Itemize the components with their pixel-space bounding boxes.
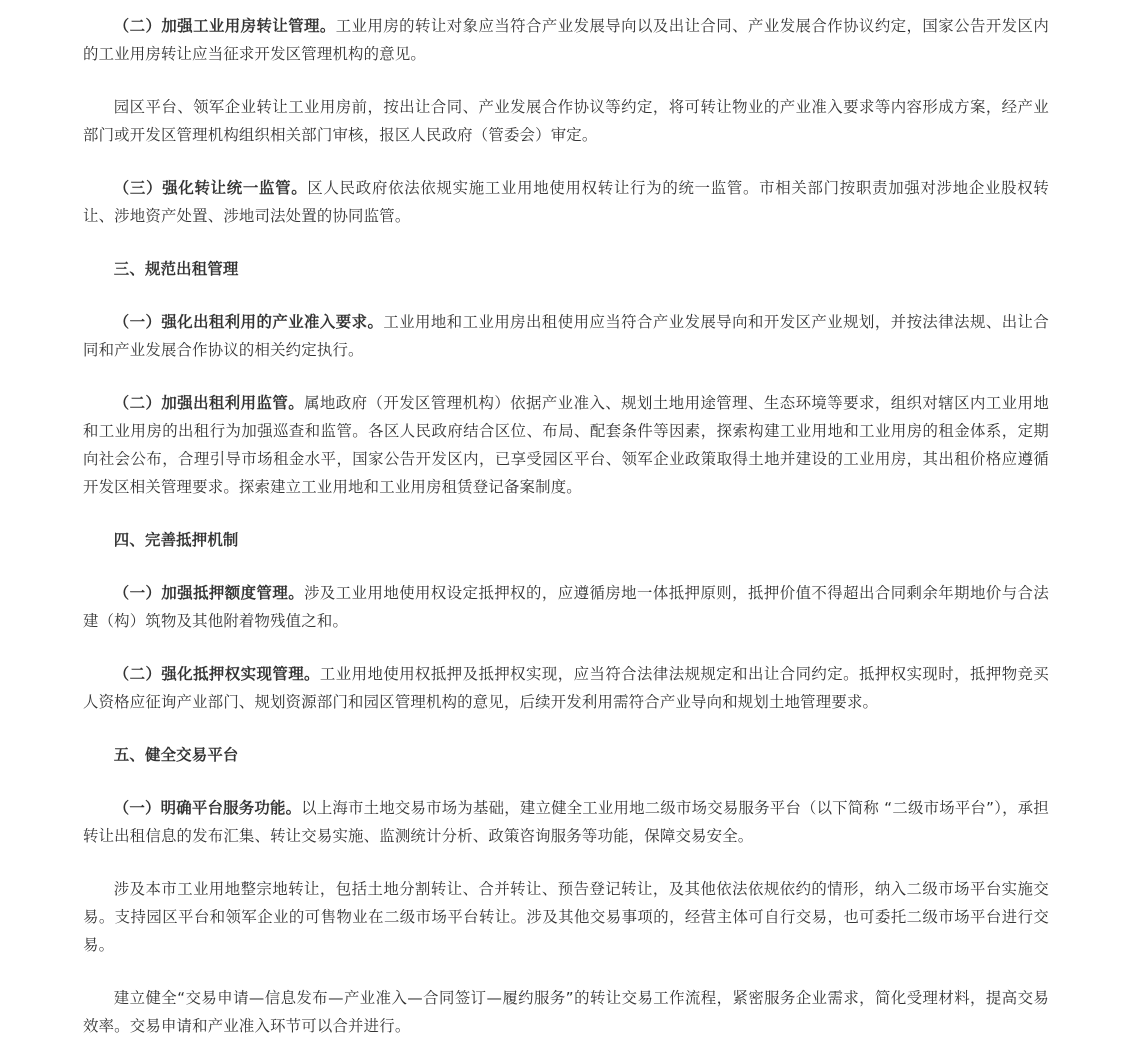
- paragraph-text: 工业用地和工业用房出租使用应当符合产业发展导向和开发区产业规划，并按法律法规、出让合同和产业发展合作协议的相关约定执行。: [83, 313, 1049, 359]
- paragraph-text: 涉及工业用地使用权设定抵押权的，应遵循房地一体抵押原则，抵押价值不得超出合同剩余年期地价与合法建（构）筑物及其他附着物残值之和。: [83, 584, 1049, 630]
- paragraph-text: 区人民政府依法依规实施工业用地使用权转让行为的统一监管。市相关部门按职责加强对涉地企业股权转让、涉地资产处置、涉地司法处置的协同监管。: [83, 179, 1049, 225]
- paragraph-lead: （二）加强出租利用监管。: [113, 394, 305, 412]
- paragraph-lead: （一）强化出租利用的产业准入要求。: [113, 313, 384, 331]
- paragraph-mortgage-limit: [83, 579, 1049, 635]
- section-heading-text: 五、健全交易平台: [113, 746, 239, 764]
- article-body: [83, 0, 1049, 1040]
- section-heading-trading-platform: [83, 741, 1049, 769]
- paragraph-text: 工业用地使用权抵押及抵押权实现，应当符合法律法规规定和出让合同约定。抵押权实现时，抵押物竞买人资格应征询产业部门、规划资源部门和园区管理机构的意见，后续开发利用需符合产业导向和规划土地管理要求。: [83, 665, 1049, 711]
- paragraph-lead: （二）加强工业用房转让管理。: [113, 17, 336, 35]
- paragraph-text: 工业用房的转让对象应当符合产业发展导向以及出让合同、产业发展合作协议约定，国家公告开发区内的工业用房转让应当征求开发区管理机构的意见。: [83, 17, 1049, 63]
- section-heading-text: 四、完善抵押机制: [113, 531, 239, 549]
- paragraph-transfer-industrial-housing: [83, 12, 1049, 68]
- paragraph-rental-access: [83, 308, 1049, 364]
- paragraph-lead: （一）明确平台服务功能。: [113, 799, 302, 817]
- section-heading-rental: [83, 255, 1049, 283]
- paragraph-text: 建立健全“交易申请—信息发布—产业准入—合同签订—履约服务”的转让交易工作流程，紧密服务企业需求，简化受理材料，提高交易效率。交易申请和产业准入环节可以合并进行。: [83, 989, 1049, 1035]
- paragraph-mortgage-realization: [83, 660, 1049, 716]
- paragraph-lead: （二）强化抵押权实现管理。: [113, 665, 320, 683]
- paragraph-whole-parcel-transfer: [83, 875, 1049, 959]
- paragraph-park-platform-transfer: [83, 93, 1049, 149]
- paragraph-text: 以上海市土地交易市场为基础，建立健全工业用地二级市场交易服务平台（以下简称 “二级市场平台”），承担转让出租信息的发布汇集、转让交易实施、监测统计分析、政策咨询服务等功能，保障交易安全。: [83, 799, 1049, 845]
- paragraph-lead: （一）加强抵押额度管理。: [113, 584, 305, 602]
- section-heading-mortgage: [83, 526, 1049, 554]
- paragraph-transaction-workflow: [83, 984, 1049, 1040]
- paragraph-unified-supervision: [83, 174, 1049, 230]
- paragraph-platform-function: [83, 794, 1049, 850]
- paragraph-text: 属地政府（开发区管理机构）依据产业准入、规划土地用途管理、生态环境等要求，组织对辖区内工业用地和工业用房的出租行为加强巡查和监管。各区人民政府结合区位、布局、配套条件等因素，探索构建工业用地和工业用房的租金体系，定期向社会公布，合理引导市场租金水平，国家公告开发区内，已享受园区平台、领军企业政策取得土地并建设的工业用房，其出租价格应遵循开发区相关管理要求。探索建立工业用地和工业用房租赁登记备案制度。: [83, 394, 1049, 496]
- paragraph-lead: （三）强化转让统一监管。: [113, 179, 308, 197]
- paragraph-text: 园区平台、领军企业转让工业用房前，按出让合同、产业发展合作协议等约定，将可转让物业的产业准入要求等内容形成方案，经产业部门或开发区管理机构组织相关部门审核，报区人民政府（管委会）审定。: [83, 98, 1049, 144]
- paragraph-text: 涉及本市工业用地整宗地转让，包括土地分割转让、合并转让、预告登记转让，及其他依法依规依约的情形，纳入二级市场平台实施交易。支持园区平台和领军企业的可售物业在二级市场平台转让。涉及其他交易事项的，经营主体可自行交易，也可委托二级市场平台进行交易。: [83, 880, 1049, 954]
- paragraph-rental-supervision: [83, 389, 1049, 501]
- section-heading-text: 三、规范出租管理: [113, 260, 239, 278]
